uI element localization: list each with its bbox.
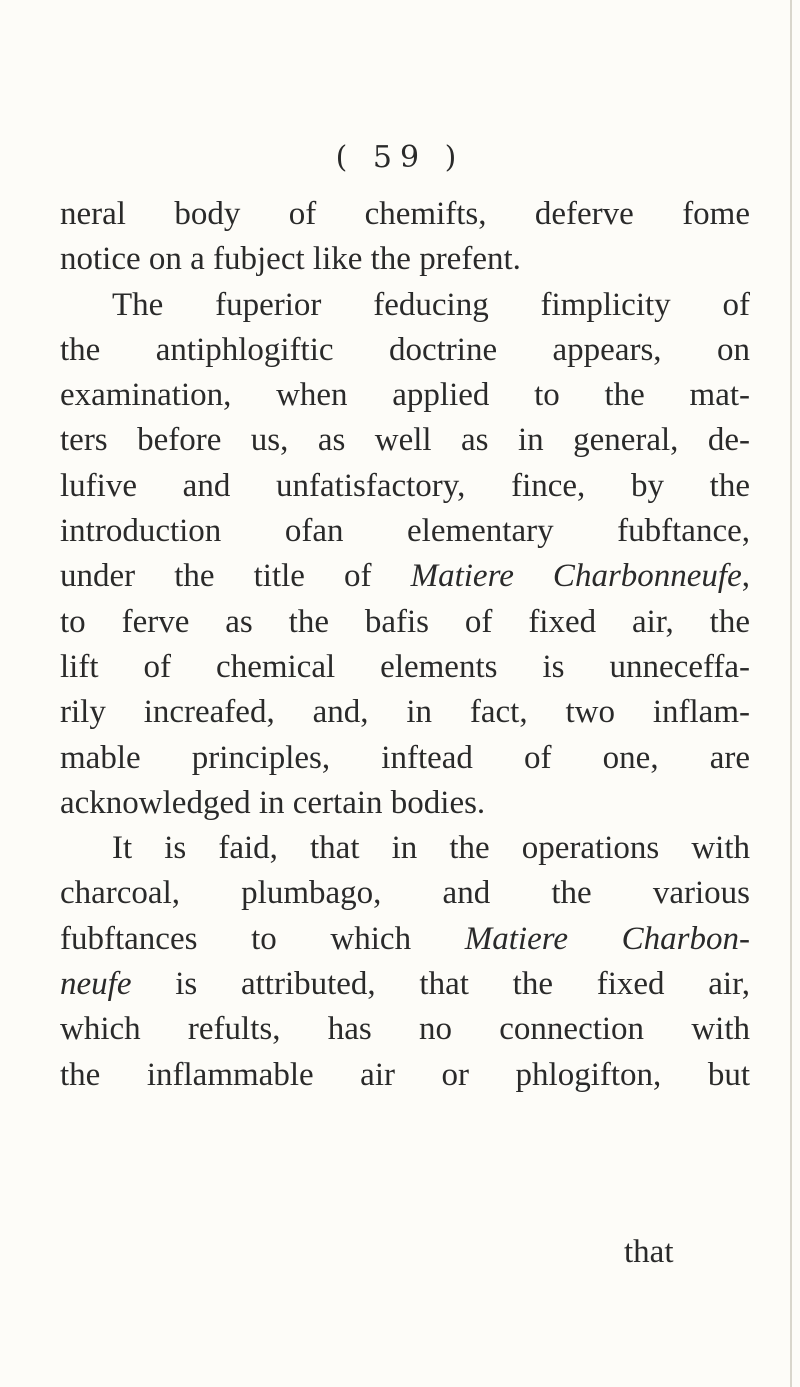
text-line [60,600,750,645]
page-number: ( 59 ) [335,140,465,175]
text-line [60,645,750,690]
text-run: charcoal, plumbago, and the various [60,875,750,912]
text-run: , [741,558,750,595]
text-run: introduction ofan elementary fubftance, [60,513,750,550]
text-line [60,328,750,373]
text-run: neral body of chemifts, deferve fome [60,196,750,232]
text-line [60,826,750,871]
text-line [60,736,750,781]
catchword: that [624,1234,674,1270]
text-line [60,781,750,826]
italic-text: Matiere Charbonneufe [410,558,742,595]
text-run: mable principles, inftead of one, are [60,739,750,776]
text-line [60,192,750,237]
text-run: which refults, has no connection with [60,1011,750,1048]
text-run: the antiphlogiftic doctrine appears, on [60,331,750,368]
text-run: ters before us, as well as in general, de- [60,422,750,459]
text-line [60,871,750,916]
text-line [60,373,750,418]
text-run: acknowledged in certain bodies. [60,784,486,821]
italic-text: neufe [60,966,132,1003]
text-line [60,1053,750,1098]
text-run: lift of chemical elements is unneceffa- [60,648,750,685]
text-line [60,690,750,735]
text-run: lufive and unfatisfactory, fince, by the [60,467,750,504]
text-line [60,283,750,328]
text-run: under the title of [60,558,411,595]
text-run: is attributed, that the fixed air, [131,966,750,1003]
text-run: fubftances to which [60,920,465,957]
text-line [60,464,750,509]
text-line [60,418,750,463]
text-line [60,509,750,554]
body-text [60,192,750,1098]
text-line [60,917,750,962]
page-edge-line [790,0,792,1387]
text-line [60,237,750,282]
text-run: The fuperior feducing fimplicity of [112,286,750,323]
text-line [60,1007,750,1052]
text-run: examination, when applied to the mat- [60,377,750,414]
text-run: rily increafed, and, in fact, two inflam- [60,694,750,731]
text-run: It is faid, that in the operations with [112,830,750,867]
text-run: notice on a fubject like the prefent. [60,241,521,278]
text-line [60,962,750,1007]
text-run: the inflammable air or phlogifton, but [60,1056,750,1093]
italic-text: Matiere Charbon- [464,920,750,957]
text-run: to ferve as the bafis of fixed air, the [60,603,750,640]
text-line [60,554,750,599]
